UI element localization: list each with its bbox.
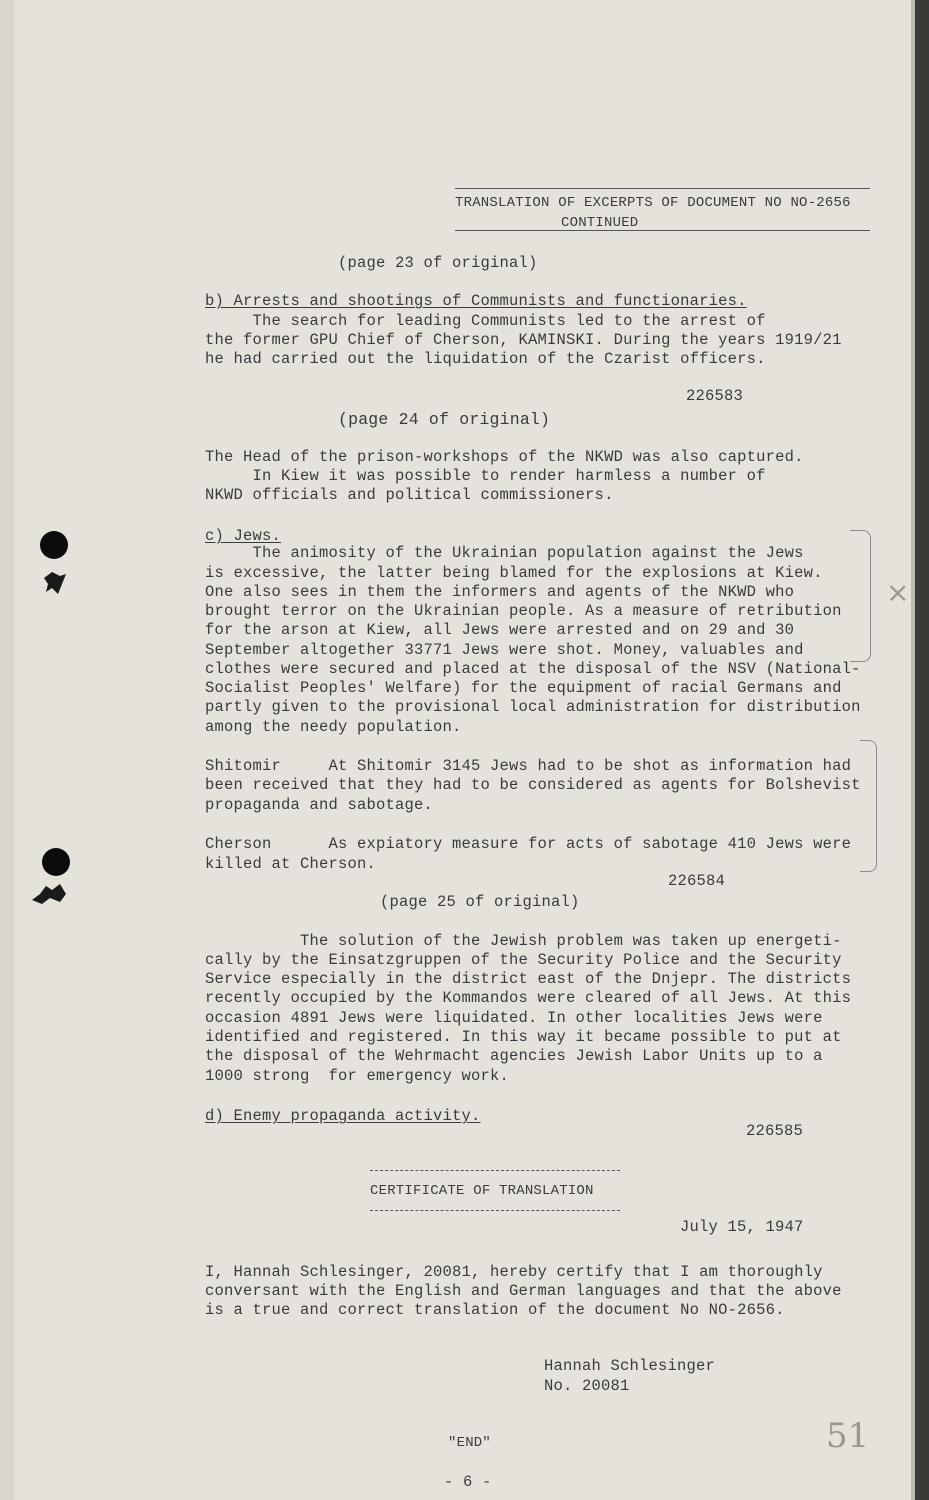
- solution-line: occasion 4891 Jews were liquidated. In other localities Jews were: [205, 1009, 823, 1027]
- header-rule-bottom: [455, 230, 870, 231]
- section-c-line: clothes were secured and placed at the disposal of the NSV (National-: [205, 660, 861, 678]
- section-c-line: Socialist Peoples' Welfare) for the equipment of racial Germans and: [205, 679, 842, 697]
- header-rule-top: [455, 188, 870, 189]
- margin-cross-mark: ×: [886, 576, 910, 609]
- right-binding-edge: [915, 0, 929, 1500]
- document-number: 226583: [686, 387, 744, 405]
- solution-line: The solution of the Jewish problem was taken up energeti-: [205, 932, 842, 950]
- section-c-line: The animosity of the Ukrainian population against the Jews: [205, 544, 804, 562]
- section-c-line: for the arson at Kiew, all Jews were arrested and on 29 and 30: [205, 621, 795, 639]
- solution-line: the disposal of the Wehrmacht agencies Jewish Labor Units up to a: [205, 1047, 823, 1065]
- solution-line: cally by the Einsatzgruppen of the Security Police and the Security: [205, 951, 842, 969]
- document-number: 226585: [746, 1122, 804, 1140]
- certificate-line: conversant with the English and German languages and that the above: [205, 1282, 842, 1300]
- signature-number: No. 20081: [544, 1377, 630, 1395]
- page-reference-24: (page 24 of original): [338, 410, 551, 429]
- section-c-line: September altogether 33771 Jews were shot. Money, valuables and: [205, 641, 804, 659]
- section-b-line: he had carried out the liquidation of the Czarist officers.: [205, 350, 766, 368]
- ink-blot-lower: [30, 880, 70, 906]
- margin-bracket: [850, 530, 871, 662]
- certificate-date: July 15, 1947: [680, 1218, 804, 1236]
- margin-bracket: [860, 740, 877, 872]
- document-number: 226584: [668, 872, 726, 890]
- ink-blot-upper: [40, 570, 68, 596]
- section-c-line: is excessive, the latter being blamed for the explosions at Kiew.: [205, 564, 823, 582]
- page-number: - 6 -: [444, 1473, 492, 1491]
- shitomir-line: propaganda and sabotage.: [205, 796, 434, 814]
- certificate-line: I, Hannah Schlesinger, 20081, hereby certify that I am thoroughly: [205, 1263, 823, 1281]
- end-marker: "END": [448, 1435, 492, 1451]
- solution-line: identified and registered. In this way it became possible to put at: [205, 1028, 842, 1046]
- section-c-line: brought terror on the Ukrainian people. As a measure of retribution: [205, 602, 842, 620]
- document-subtitle: CONTINUED: [561, 215, 639, 231]
- section-d-heading: d) Enemy propaganda activity.: [205, 1107, 481, 1125]
- certificate-rule-bottom: [370, 1210, 620, 1211]
- certificate-title: CERTIFICATE OF TRANSLATION: [370, 1183, 594, 1199]
- signature-name: Hannah Schlesinger: [544, 1357, 716, 1375]
- certificate-line: is a true and correct translation of the document No NO-2656.: [205, 1301, 785, 1319]
- handwritten-page-number: 51: [826, 1416, 870, 1456]
- section-b-line: the former GPU Chief of Cherson, KAMINSKI. During the years 1919/21: [205, 331, 842, 349]
- section-b-line: The Head of the prison-workshops of the NKWD was also captured.: [205, 448, 804, 466]
- solution-line: Service especially in the district east of the Dnjepr. The districts: [205, 970, 852, 988]
- solution-line: 1000 strong for emergency work.: [205, 1067, 510, 1085]
- shitomir-line: been received that they had to be considered as agents for Bolshevist: [205, 776, 861, 794]
- certificate-rule-top: [370, 1170, 620, 1171]
- section-b-line: NKWD officials and political commissioners.: [205, 486, 614, 504]
- cherson-line: Cherson As expiatory measure for acts of sabotage 410 Jews were: [205, 835, 852, 853]
- cherson-line: killed at Cherson.: [205, 855, 377, 873]
- document-title: TRANSLATION OF EXCERPTS OF DOCUMENT NO NO-2656: [455, 195, 851, 211]
- solution-line: recently occupied by the Kommandos were cleared of all Jews. At this: [205, 989, 852, 1007]
- punch-hole-lower: [42, 848, 70, 876]
- section-b-heading: b) Arrests and shootings of Communists and functionaries.: [205, 292, 747, 310]
- section-b-line: In Kiew it was possible to render harmless a number of: [205, 467, 766, 485]
- section-c-line: among the needy population.: [205, 718, 462, 736]
- shitomir-line: Shitomir At Shitomir 3145 Jews had to be shot as information had: [205, 757, 852, 775]
- left-margin-edge: [0, 0, 14, 1500]
- page-reference-23: (page 23 of original): [338, 254, 538, 272]
- page-reference-25: (page 25 of original): [380, 893, 580, 911]
- punch-hole-upper: [40, 531, 68, 559]
- section-c-heading: c) Jews.: [205, 527, 282, 545]
- section-c-line: partly given to the provisional local administration for distribution: [205, 698, 861, 716]
- section-c-line: One also sees in them the informers and agents of the NKWD who: [205, 583, 795, 601]
- section-b-line: The search for leading Communists led to the arrest of: [205, 312, 766, 330]
